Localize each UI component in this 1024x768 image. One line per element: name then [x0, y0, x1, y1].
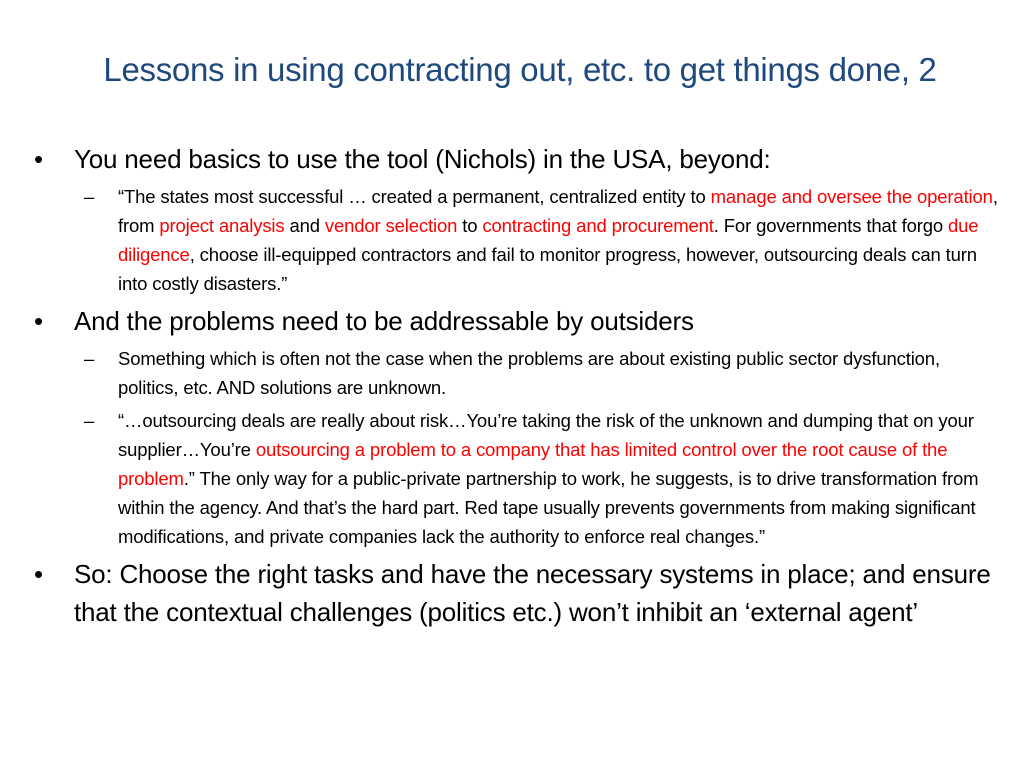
- bullet-item: [32, 140, 998, 178]
- sub-bullet-marker: –: [84, 410, 95, 431]
- sub-bullet-item: [32, 344, 998, 402]
- slide-title: Lessons in using contracting out, etc. to get things done, 2: [103, 51, 937, 88]
- bullet-item: [32, 555, 998, 631]
- sub-bullet-text: “The states most successful … created a permanent, centralized entity to: [118, 186, 711, 207]
- highlighted-phrase: vendor selection: [324, 215, 458, 236]
- highlighted-phrase: contracting and procurement: [482, 215, 714, 236]
- sub-bullet-text: Something which is often not the case when the problems are about existing public sector dysfunction, politics, etc. AND solutions are unknown.: [118, 348, 940, 398]
- bullet-text: You need basics to use the tool (Nichols) in the USA, beyond:: [74, 144, 771, 174]
- sub-bullet-text: “…outsourcing deals are really about risk…You’re taking the risk of the unknown and dumping that on your supplier…You’re: [118, 410, 974, 460]
- bullet-item: [32, 302, 998, 340]
- slide-content: [32, 140, 998, 633]
- sub-bullet-item: [32, 406, 998, 551]
- sub-bullet-list: [32, 182, 998, 298]
- bullet-marker: •: [34, 306, 43, 336]
- sub-bullet-text: to: [457, 215, 483, 236]
- bullet-marker: •: [34, 144, 43, 174]
- highlighted-phrase: due diligence: [118, 215, 979, 265]
- highlighted-phrase: outsourcing a problem to a company that has limited control over the root cause of the problem: [118, 439, 948, 489]
- sub-bullet-item: [32, 182, 998, 298]
- sub-bullet-text: and: [284, 215, 325, 236]
- sub-bullet-text: , choose ill-equipped contractors and fail to monitor progress, however, outsourcing deals can turn into costly disasters.”: [118, 244, 977, 294]
- sub-bullet-marker: –: [84, 186, 95, 207]
- highlighted-phrase: manage and oversee the operation: [710, 186, 993, 207]
- sub-bullet-marker: –: [84, 348, 95, 369]
- sub-bullet-list: [32, 344, 998, 551]
- bullet-text: So: Choose the right tasks and have the necessary systems in place; and ensure that the contextual challenges (politics etc.) won’t inhibit an ‘external agent’: [74, 559, 991, 627]
- sub-bullet-text: .” The only way for a public-private partnership to work, he suggests, is to drive transformation from within the agency. And that’s the hard part. Red tape usually prevents governments from making significant modifications, and private companies lack the authority to enforce real changes.”: [118, 468, 979, 547]
- sub-bullet-text: , from: [118, 186, 998, 236]
- bullet-text: And the problems need to be addressable by outsiders: [74, 306, 694, 336]
- sub-bullet-text: . For governments that forgo: [713, 215, 949, 236]
- highlighted-phrase: project analysis: [159, 215, 285, 236]
- bullet-marker: •: [34, 559, 43, 589]
